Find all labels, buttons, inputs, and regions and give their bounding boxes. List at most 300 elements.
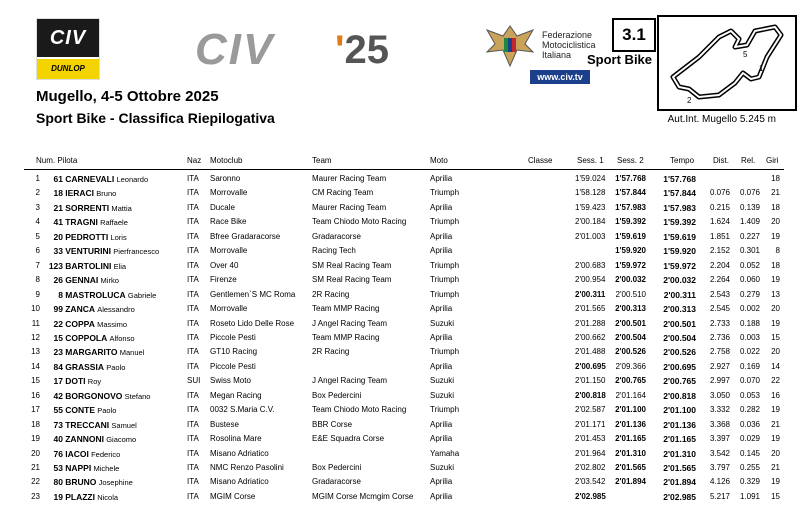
motorcycle: Suzuki: [430, 463, 455, 472]
position: 11: [31, 318, 40, 328]
col-dist: Dist.: [713, 156, 729, 165]
rider-firstname: Federico: [91, 449, 121, 459]
session-1-time: 2'00.683: [575, 260, 606, 270]
motoclub: Morrovalle: [210, 246, 248, 256]
gap-to-leader: 3.797: [709, 463, 730, 472]
gap-to-previous: 0.301: [739, 246, 760, 256]
best-time: 2'01.165: [663, 434, 696, 445]
best-time: 1'59.972: [663, 260, 696, 271]
gap-to-previous: 0.188: [739, 318, 760, 328]
nationality: ITA: [187, 361, 199, 371]
best-time: 1'59.619: [663, 231, 696, 242]
nationality: ITA: [187, 491, 199, 501]
motorcycle: Aprilia: [430, 361, 453, 371]
rider-firstname: Elia: [113, 261, 127, 271]
best-time: 2'00.032: [663, 275, 696, 286]
session-2-time: 1'59.392: [615, 217, 646, 227]
best-time: 2'01.100: [663, 405, 696, 416]
laps: 20: [771, 304, 780, 314]
session-2-time: 1'57.768: [615, 174, 646, 183]
rider-number: 84: [53, 361, 63, 372]
session-2-time: 2'01.894: [615, 477, 646, 487]
rider-name: [46, 288, 156, 303]
gap-to-previous: 0.003: [739, 332, 760, 342]
best-time: 2'01.565: [663, 463, 696, 473]
table-row: [0, 230, 800, 244]
session-2-time: 1'59.972: [615, 260, 646, 270]
position: 20: [31, 448, 40, 458]
laps: 21: [771, 463, 780, 472]
page-title: Mugello, 4-5 Ottobre 2025: [36, 88, 219, 105]
svg-text:1: 1: [759, 64, 764, 73]
rider-firstname: Nicola: [97, 492, 119, 502]
gap-to-leader: 5.217: [709, 491, 730, 501]
gap-to-previous: 0.255: [739, 463, 760, 472]
gap-to-previous: 0.052: [739, 260, 760, 270]
laps: 19: [771, 275, 780, 285]
motoclub: Saronno: [210, 174, 241, 183]
motorcycle: Aprilia: [430, 477, 453, 487]
table-row: [0, 317, 800, 331]
session-1-time: 2'01.453: [575, 434, 606, 444]
gap-to-previous: 0.139: [739, 202, 760, 212]
gap-to-previous: 0.036: [739, 419, 760, 429]
team: Box Pedercini: [312, 390, 362, 400]
team: 2R Racing: [312, 347, 350, 357]
motorcycle: Yamaha: [430, 448, 460, 458]
rider-firstname: Giacomo: [106, 435, 137, 445]
best-time: 2'00.765: [663, 376, 696, 387]
civ-logo: [36, 18, 100, 80]
laps: 19: [771, 405, 780, 415]
position: 15: [31, 376, 40, 386]
position: 1: [35, 174, 40, 183]
gap-to-previous: 0.029: [739, 434, 760, 444]
motoclub: NMC Renzo Pasolini: [210, 463, 284, 472]
position: 17: [31, 405, 40, 415]
motorcycle: Triumph: [430, 289, 460, 299]
motorcycle: Aprilia: [430, 304, 453, 314]
rider-surname: GENNAI: [65, 275, 99, 286]
table-row: [0, 244, 800, 258]
gap-to-leader: 2.152: [709, 246, 730, 256]
position: 21: [31, 463, 40, 472]
nationality: ITA: [187, 434, 199, 444]
session-2-time: 2'01.164: [615, 390, 646, 400]
best-time: 2'00.504: [663, 332, 696, 343]
gap-to-leader: 3.542: [709, 448, 730, 458]
team: Gradaracorse: [312, 477, 361, 487]
nationality: ITA: [187, 332, 199, 342]
col-tempo: Tempo: [670, 156, 695, 165]
rider-firstname: Stefano: [124, 391, 151, 401]
nationality: ITA: [187, 275, 199, 285]
col-sess1: Sess. 1: [577, 156, 604, 165]
rider-surname: TRAGNI: [65, 217, 98, 228]
motoclub: Piccole Pesti: [210, 332, 256, 342]
laps: 21: [771, 188, 780, 198]
rider-firstname: Paolo: [106, 362, 126, 372]
best-time: 2'00.313: [663, 304, 696, 315]
motoclub: Bustese: [210, 419, 239, 429]
rider-name: [46, 374, 101, 389]
team: SM Real Racing Team: [312, 275, 392, 285]
rider-firstname: Manuel: [119, 348, 145, 358]
motorcycle: Aprilia: [430, 202, 453, 212]
motoclub: Ducale: [210, 202, 235, 212]
table-row: [0, 345, 800, 359]
rider-firstname: Alessandro: [97, 305, 135, 315]
class-title: Sport Bike: [587, 52, 653, 67]
gap-to-previous: 1.091: [739, 491, 760, 501]
best-time: 2'00.695: [663, 361, 696, 372]
laps: 8: [775, 246, 780, 256]
rider-surname: BARTOLINI: [65, 260, 112, 271]
col-motoclub: Motoclub: [210, 156, 243, 165]
gap-to-leader: 2.204: [709, 260, 730, 270]
laps: 19: [771, 434, 780, 444]
nationality: ITA: [187, 448, 199, 458]
col-classe: Classe: [528, 156, 553, 165]
rider-number: 8: [58, 289, 63, 300]
team: SM Real Racing Team: [312, 260, 392, 270]
nationality: ITA: [187, 188, 199, 198]
motoclub: Megan Racing: [210, 390, 262, 400]
best-time: 2'02.985: [663, 491, 696, 502]
session-1-time: 2'00.184: [575, 217, 606, 227]
rider-surname: BORGONOVO: [65, 390, 123, 401]
motorcycle: Aprilia: [430, 419, 453, 429]
rider-firstname: Samuel: [111, 420, 137, 430]
gap-to-previous: 0.002: [739, 304, 760, 314]
session-2-time: 2'00.765: [615, 376, 646, 386]
gap-to-previous: 0.279: [739, 289, 760, 299]
motorcycle: Triumph: [430, 260, 460, 270]
rider-number: 15: [53, 332, 63, 343]
session-1-time: 2'00.311: [575, 289, 606, 299]
rider-surname: ZANCA: [65, 304, 95, 315]
motoclub: GT10 Racing: [210, 347, 258, 357]
gap-to-leader: 2.736: [709, 332, 730, 342]
team: E&E Squadra Corse: [312, 434, 385, 444]
motorcycle: Triumph: [430, 405, 460, 415]
rider-firstname: Mattia: [111, 203, 132, 213]
rider-name: [46, 317, 127, 332]
rider-number: 23: [53, 347, 63, 358]
nationality: ITA: [187, 217, 199, 227]
rider-name: [46, 389, 150, 404]
motorcycle: Aprilia: [430, 246, 453, 256]
rider-number: 18: [53, 188, 63, 199]
laps: 21: [771, 419, 780, 429]
session-2-time: 2'01.165: [615, 434, 646, 444]
session-2-time: 2'00.032: [615, 275, 646, 285]
banner-year: '25: [335, 28, 390, 72]
session-2-time: 2'00.526: [615, 347, 646, 357]
laps: 15: [771, 332, 780, 342]
session-1-time: 2'02.985: [575, 491, 606, 501]
rider-surname: PLAZZI: [65, 491, 95, 502]
rider-surname: VENTURINI: [65, 246, 112, 257]
rider-surname: SORRENTI: [65, 202, 110, 213]
gap-to-leader: 2.733: [709, 318, 730, 328]
rider-name: [46, 186, 116, 201]
team: Racing Tech: [312, 246, 356, 256]
civ-25-banner: [195, 22, 425, 78]
track-map: [657, 15, 797, 111]
motorcycle: Suzuki: [430, 376, 455, 386]
rider-name: [46, 172, 148, 187]
svg-text:2: 2: [687, 96, 692, 105]
position: 4: [35, 217, 40, 227]
laps: 18: [771, 260, 780, 270]
nationality: ITA: [187, 260, 199, 270]
session-2-time: 2'01.565: [615, 463, 646, 472]
motorcycle: Triumph: [430, 275, 460, 285]
session-2-time: 1'59.619: [615, 231, 646, 241]
nationality: ITA: [187, 246, 199, 256]
motorcycle: Suzuki: [430, 390, 455, 400]
nationality: SUI: [187, 376, 201, 386]
rider-firstname: Paolo: [97, 406, 117, 416]
session-1-time: 2'00.695: [575, 361, 606, 371]
session-1-time: 2'01.171: [575, 419, 606, 429]
motoclub: MGIM Corse: [210, 491, 256, 501]
rider-number: 17: [53, 376, 63, 387]
session-1-time: 2'01.964: [575, 448, 606, 458]
col-rel: Rel.: [741, 156, 756, 165]
session-1-time: 2'01.565: [575, 304, 606, 314]
rider-number: 19: [53, 491, 63, 502]
table-row: [0, 273, 800, 287]
nationality: ITA: [187, 390, 199, 400]
rider-firstname: Leonardo: [116, 175, 149, 184]
motorcycle: Aprilia: [430, 434, 453, 444]
rider-number: 80: [53, 477, 63, 488]
motoclub: Morrovalle: [210, 304, 248, 314]
table-row: [0, 186, 800, 200]
position: 19: [31, 434, 40, 444]
position: 9: [35, 289, 40, 299]
team: J Angel Racing Team: [312, 376, 388, 386]
rider-number: 26: [53, 275, 63, 286]
table-row: [0, 302, 800, 316]
banner-civ: CIV: [195, 25, 275, 74]
page-subtitle: Sport Bike - Classifica Riepilogativa: [36, 110, 275, 126]
team: Maurer Racing Team: [312, 202, 387, 212]
position: 2: [35, 188, 40, 198]
rider-number: 76: [53, 448, 63, 459]
best-time: 1'59.392: [663, 217, 696, 228]
best-time: 2'00.818: [663, 390, 696, 401]
position: 8: [35, 275, 40, 285]
table-row: [0, 172, 800, 186]
rider-surname: IERACI: [65, 188, 95, 199]
position: 12: [31, 332, 40, 342]
nationality: ITA: [187, 289, 199, 299]
laps: 19: [771, 231, 780, 241]
table-row: [0, 201, 800, 215]
gap-to-previous: 0.169: [739, 361, 760, 371]
nationality: ITA: [187, 477, 199, 487]
gap-to-previous: 0.076: [739, 188, 760, 198]
team: Team MMP Racing: [312, 304, 380, 314]
rider-name: [46, 461, 119, 476]
laps: 22: [771, 376, 780, 386]
fmi-url: www.civ.tv: [530, 70, 590, 84]
session-2-time: 2'09.366: [615, 361, 646, 371]
rider-number: 40: [53, 434, 63, 445]
best-time: 2'00.526: [663, 347, 696, 358]
motoclub: Over 40: [210, 260, 239, 270]
gap-to-previous: 0.022: [739, 347, 760, 357]
laps: 18: [771, 174, 780, 183]
rider-name: [46, 345, 144, 360]
table-row: [0, 331, 800, 345]
rider-surname: COPPA: [65, 318, 95, 329]
position: 22: [31, 477, 40, 487]
gap-to-leader: 0.076: [709, 188, 730, 198]
motorcycle: Aprilia: [430, 491, 453, 501]
rider-surname: TRECCANI: [65, 419, 110, 430]
session-1-time: 2'03.542: [575, 477, 606, 487]
rider-firstname: Josephine: [98, 478, 133, 488]
gap-to-leader: 2.264: [709, 275, 730, 285]
rider-name: [46, 273, 119, 288]
gap-to-leader: 2.758: [709, 347, 730, 357]
position: 14: [31, 361, 40, 371]
track-info: Aut.Int. Mugello 5.245 m: [667, 114, 776, 125]
dunlop-logo: DUNLOP: [37, 59, 99, 79]
position: 6: [35, 246, 40, 256]
gap-to-previous: 0.070: [739, 376, 760, 386]
rider-name: [46, 403, 116, 418]
rider-name: [46, 201, 132, 216]
motorcycle: Triumph: [430, 188, 460, 198]
gap-to-previous: 1.409: [739, 217, 760, 227]
table-row: [0, 374, 800, 388]
motorcycle: Suzuki: [430, 318, 455, 328]
rider-firstname: Mirko: [100, 276, 119, 286]
rider-number: 41: [53, 217, 63, 228]
svg-text:5: 5: [743, 50, 748, 59]
rider-surname: GRASSIA: [65, 361, 104, 372]
position: 16: [31, 390, 40, 400]
motorcycle: Aprilia: [430, 231, 453, 241]
gap-to-leader: 2.927: [709, 361, 730, 371]
nationality: ITA: [187, 405, 199, 415]
nationality: ITA: [187, 419, 199, 429]
rider-surname: CARNEVALI: [65, 174, 115, 184]
laps: 16: [771, 390, 780, 400]
rider-surname: MASTROLUCA: [65, 289, 126, 300]
session-1-time: 2'01.150: [575, 376, 606, 386]
gap-to-leader: 3.332: [709, 405, 730, 415]
gap-to-previous: 0.282: [739, 405, 760, 415]
civ-logo-text: CIV: [37, 19, 99, 57]
rider-number: 20: [53, 231, 63, 242]
rider-firstname: Gabriele: [127, 290, 157, 300]
fmi-emblem-icon: [485, 22, 535, 70]
rider-number: 73: [53, 419, 63, 430]
rider-name: [46, 244, 159, 259]
gap-to-previous: 0.227: [739, 231, 760, 241]
laps: 20: [771, 347, 780, 357]
team: Box Pedercini: [312, 463, 362, 472]
session-1-time: 2'01.003: [575, 231, 606, 241]
motoclub: Bfree Gradaracorse: [210, 231, 281, 241]
laps: 14: [771, 361, 780, 371]
motoclub: Roseto Lido Delle Rose: [210, 318, 295, 328]
session-2-time: 2'00.510: [615, 289, 646, 299]
table-row: [0, 259, 800, 273]
motorcycle: Aprilia: [430, 332, 453, 342]
gap-to-leader: 3.050: [709, 390, 730, 400]
nationality: ITA: [187, 318, 199, 328]
position: 13: [31, 347, 40, 357]
gap-to-previous: 0.329: [739, 477, 760, 487]
gap-to-previous: 0.053: [739, 390, 760, 400]
session-1-time: 2'00.662: [575, 332, 606, 342]
rider-name: [46, 230, 127, 245]
rider-firstname: Loris: [110, 232, 127, 242]
team: Gradaracorse: [312, 231, 361, 241]
best-time: 2'01.310: [663, 448, 696, 459]
rider-number: 42: [53, 390, 63, 401]
motoclub: Race Bike: [210, 217, 247, 227]
rider-number: 99: [53, 304, 63, 315]
table-row: [0, 360, 800, 374]
laps: 20: [771, 217, 780, 227]
table-row: [0, 490, 800, 504]
rider-number: 33: [53, 246, 63, 257]
team: Team Chiodo Moto Racing: [312, 405, 407, 415]
table-row: [0, 447, 800, 461]
table-row: [0, 389, 800, 403]
session-2-time: 2'01.136: [615, 419, 646, 429]
col-num-pilota: Num. Pilota: [36, 156, 78, 165]
table-row: [0, 475, 800, 489]
best-time: 1'57.844: [663, 188, 696, 199]
nationality: ITA: [187, 304, 199, 314]
session-1-time: 1'58.128: [575, 188, 606, 198]
rider-number: 61: [53, 174, 63, 184]
gap-to-leader: 0.215: [709, 202, 730, 212]
best-time: 1'57.983: [663, 202, 696, 213]
rider-firstname: Michele: [93, 464, 120, 473]
rider-firstname: Massimo: [97, 319, 128, 329]
session-1-time: 2'01.488: [575, 347, 606, 357]
laps: 19: [771, 477, 780, 487]
rider-name: [46, 302, 135, 317]
rider-firstname: Raffaele: [100, 218, 128, 228]
rider-surname: NAPPI: [65, 463, 92, 473]
motorcycle: Triumph: [430, 347, 460, 357]
rider-name: [46, 259, 126, 274]
motoclub: Rosolina Mare: [210, 434, 262, 444]
session-2-time: 1'59.920: [615, 246, 646, 256]
rider-firstname: Roy: [87, 377, 102, 387]
fmi-text: Federazione Motociclistica Italiana: [542, 30, 596, 60]
laps: 18: [771, 202, 780, 212]
session-2-time: 2'00.313: [615, 304, 646, 314]
position: 10: [31, 304, 40, 314]
rider-surname: CONTE: [65, 405, 95, 416]
table-row: [0, 418, 800, 432]
rider-number: 53: [53, 463, 63, 473]
team: Team MMP Racing: [312, 332, 380, 342]
rider-name: [46, 215, 128, 230]
